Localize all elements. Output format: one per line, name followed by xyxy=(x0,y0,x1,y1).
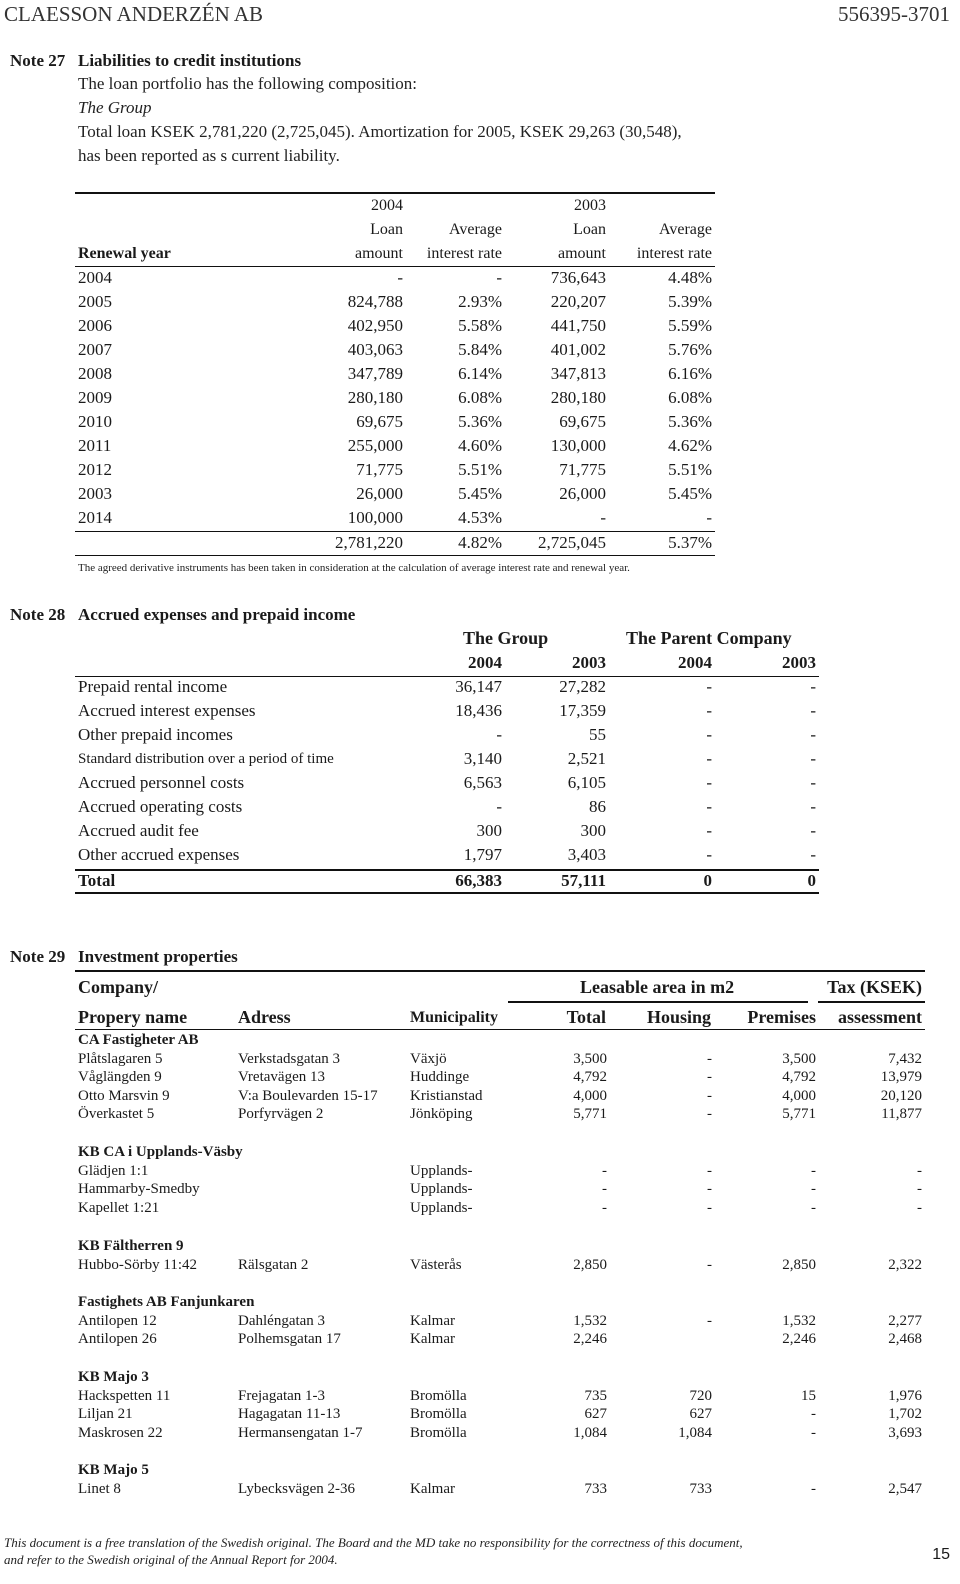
n28-parent-2004: - xyxy=(706,725,712,744)
n27-renewal-year: 2008 xyxy=(78,364,112,383)
n28-year-header: 2003 xyxy=(572,653,606,672)
n29-housing-area: - xyxy=(707,1088,712,1104)
n27-loan-2004: 255,000 xyxy=(347,436,403,455)
n29-property-name: Överkastet 5 xyxy=(78,1106,155,1122)
n29-total-area: 627 xyxy=(584,1406,607,1422)
n28-parent-2003: - xyxy=(810,677,816,696)
n27-loan-2004: 403,063 xyxy=(347,340,403,359)
n29-total-area: - xyxy=(602,1163,607,1179)
n29-total-area: - xyxy=(602,1200,607,1216)
n27-loan-2003: 26,000 xyxy=(559,484,606,503)
n29-address: Polhemsgatan 17 xyxy=(238,1331,341,1347)
n27-rate-2004: 6.14% xyxy=(458,364,502,383)
n28-group-2003: 86 xyxy=(589,797,606,816)
n29-property-header: Propery name xyxy=(78,1007,188,1027)
n29-property-name: Hammarby-Smedby xyxy=(78,1181,200,1197)
n29-tax-assessment: 2,468 xyxy=(888,1331,922,1347)
n27-rate-2003: 5.76% xyxy=(668,340,712,359)
n29-premises-area: 2,850 xyxy=(782,1257,816,1273)
n29-premises-header: Premises xyxy=(747,1007,816,1027)
n29-property-name: Kapellet 1:21 xyxy=(78,1200,160,1216)
n29-address: Verkstadsgatan 3 xyxy=(238,1051,341,1067)
n29-housing-area: - xyxy=(707,1313,712,1329)
n27-year-2003: 2003 xyxy=(574,197,606,214)
n28-total-group-2003: 57,111 xyxy=(561,871,606,890)
n29-total-area: 733 xyxy=(584,1481,607,1497)
n27-loan-2004: 347,789 xyxy=(347,364,403,383)
n29-tax-assessment: 13,979 xyxy=(880,1069,922,1085)
n28-total-group-2004: 66,383 xyxy=(455,871,502,890)
n29-housing-area: - xyxy=(707,1069,712,1085)
n27-rate-2003: - xyxy=(706,508,712,527)
n29-property-name: Hackspetten 11 xyxy=(78,1388,171,1404)
n29-premises-area: - xyxy=(811,1200,816,1216)
n27-loan-2003: 130,000 xyxy=(550,436,606,455)
n27-loan-2004: - xyxy=(397,268,403,287)
n29-leasable-header: Leasable area in m2 xyxy=(580,977,735,997)
n27-rate-2003: 6.08% xyxy=(668,388,712,407)
note27-number: Note 27 xyxy=(10,51,66,70)
n28-row-label: Accrued personnel costs xyxy=(78,773,245,792)
n27-loan-2004: 280,180 xyxy=(347,388,403,407)
n28-group-header: The Group xyxy=(463,628,549,648)
n27-loan-2003: - xyxy=(600,508,606,527)
n29-tax-assessment: 1,976 xyxy=(888,1388,922,1404)
note27-text1: Total loan KSEK 2,781,220 (2,725,045). Amortization for 2005, KSEK 29,263 (30,548), xyxy=(78,122,682,141)
n27-average-2004: Average xyxy=(449,221,502,238)
n27-loan-2003: 441,750 xyxy=(550,316,606,335)
n27-loan-2003: 736,643 xyxy=(550,268,606,287)
n29-assessment-header: assessment xyxy=(838,1007,922,1027)
n28-group-2004: 300 xyxy=(476,821,502,840)
n28-group-2003: 3,403 xyxy=(567,845,606,864)
n29-property-name: Antilopen 12 xyxy=(78,1313,157,1329)
n29-premises-area: 2,246 xyxy=(782,1331,816,1347)
footer-disclaimer-line1: This document is a free translation of the Swedish original. The Board and the MD take no responsibility for the correctness of this document, xyxy=(4,1535,743,1550)
note27-total-rule xyxy=(75,531,715,532)
n29-company-name: KB Majo 5 xyxy=(78,1462,149,1478)
n29-address: Hagagatan 11-13 xyxy=(238,1406,341,1422)
n27-renewal-year: 2009 xyxy=(78,388,112,407)
n27-rate-2003: 5.51% xyxy=(668,460,712,479)
n27-renewal-year: 2010 xyxy=(78,412,112,431)
n27-loan-2004: 69,675 xyxy=(356,412,403,431)
note27-top-rule xyxy=(75,192,715,194)
n28-parent-2004: - xyxy=(706,821,712,840)
note28-number: Note 28 xyxy=(10,605,66,624)
n27-renewal-year: 2007 xyxy=(78,340,112,359)
n27-renewal-year: 2012 xyxy=(78,460,112,479)
n29-total-area: 3,500 xyxy=(573,1051,607,1067)
n29-tax-header: Tax (KSEK) xyxy=(827,977,922,997)
n27-renewal-year: 2005 xyxy=(78,292,112,311)
n29-total-area: 1,532 xyxy=(573,1313,607,1329)
n27-loan-2003: 71,775 xyxy=(559,460,606,479)
n28-row-label: Other prepaid incomes xyxy=(78,725,233,744)
n28-parent-2003: - xyxy=(810,725,816,744)
note28-total-bottom-rule-1 xyxy=(75,892,819,894)
n27-rate-2004: 5.36% xyxy=(458,412,502,431)
n28-row-label: Accrued audit fee xyxy=(78,821,199,840)
note28-title: Accrued expenses and prepaid income xyxy=(78,605,356,624)
note29-title: Investment properties xyxy=(78,947,238,966)
n29-total-header: Total xyxy=(566,1007,606,1027)
n29-premises-area: - xyxy=(811,1181,816,1197)
n29-housing-area: 627 xyxy=(689,1406,712,1422)
n29-address: Frejagatan 1-3 xyxy=(238,1388,326,1404)
n29-tax-assessment: 3,693 xyxy=(888,1425,922,1441)
n27-loan-2004: 402,950 xyxy=(347,316,403,335)
n28-parent-header: The Parent Company xyxy=(626,628,792,648)
n28-row-label: Other accrued expenses xyxy=(78,845,240,864)
n27-rate-2004: - xyxy=(496,268,502,287)
n27-renewal-year: 2004 xyxy=(78,268,112,287)
n29-total-area: - xyxy=(602,1181,607,1197)
n28-total-parent-2004: 0 xyxy=(703,871,712,890)
n29-municipality: Upplands- xyxy=(410,1200,473,1216)
n29-housing-area: - xyxy=(707,1181,712,1197)
n27-loan-2003: 347,813 xyxy=(550,364,606,383)
n29-total-area: 4,000 xyxy=(573,1088,607,1104)
n27-rate-2003: 5.45% xyxy=(668,484,712,503)
n27-renewal-year-header: Renewal year xyxy=(78,245,171,262)
page-number: 15 xyxy=(932,1546,950,1563)
n29-company-name: CA Fastigheter AB xyxy=(78,1032,199,1048)
n29-property-name: Hubbo-Sörby 11:42 xyxy=(78,1257,198,1273)
n29-housing-area: 720 xyxy=(689,1388,712,1404)
n29-municipality: Kalmar xyxy=(410,1331,455,1347)
n29-municipality-header: Municipality xyxy=(410,1009,499,1026)
n28-parent-2003: - xyxy=(810,797,816,816)
n28-total-parent-2003: 0 xyxy=(807,871,816,890)
n29-property-name: Glädjen 1:1 xyxy=(78,1163,149,1179)
n29-tax-assessment: 2,322 xyxy=(888,1257,922,1273)
n28-group-2003: 6,105 xyxy=(567,773,606,792)
n29-municipality: Växjö xyxy=(410,1051,447,1067)
n28-parent-2003: - xyxy=(810,845,816,864)
n29-premises-area: 3,500 xyxy=(782,1051,816,1067)
n29-total-area: 2,246 xyxy=(573,1331,607,1347)
n29-premises-area: - xyxy=(811,1425,816,1441)
n29-company-header: Company/ xyxy=(78,977,159,997)
n27-interest-2003: interest rate xyxy=(636,245,712,262)
org-number: 556395-3701 xyxy=(838,2,950,26)
n29-municipality: Upplands- xyxy=(410,1181,473,1197)
n29-company-name: KB Majo 3 xyxy=(78,1369,149,1385)
n28-group-2003: 17,359 xyxy=(559,701,606,720)
n27-loan-2003: 401,002 xyxy=(550,340,606,359)
note27-bottom-rule xyxy=(75,555,715,556)
n29-municipality: Jönköping xyxy=(410,1106,473,1122)
n29-municipality: Upplands- xyxy=(410,1163,473,1179)
n29-property-name: Linet 8 xyxy=(78,1481,121,1497)
n29-premises-area: 1,532 xyxy=(782,1313,816,1329)
n27-rate-2003: 5.36% xyxy=(668,412,712,431)
n29-housing-area: - xyxy=(707,1163,712,1179)
n27-loan-2004: 824,788 xyxy=(347,292,403,311)
n29-property-name: Antilopen 26 xyxy=(78,1331,157,1347)
n27-rate-2004: 5.45% xyxy=(458,484,502,503)
company-name: CLAESSON ANDERZÉN AB xyxy=(4,2,264,26)
n27-average-2003: Average xyxy=(659,221,712,238)
n27-rate-2003: 5.39% xyxy=(668,292,712,311)
n29-address: Dahléngatan 3 xyxy=(238,1313,326,1329)
n28-group-2004: 3,140 xyxy=(463,749,502,768)
n29-housing-area: - xyxy=(707,1200,712,1216)
n27-rate-2003: 6.16% xyxy=(668,364,712,383)
n28-parent-2003: - xyxy=(810,749,816,768)
n28-parent-2004: - xyxy=(706,845,712,864)
note27-header-rule xyxy=(75,266,715,267)
n29-municipality: Kristianstad xyxy=(410,1088,483,1104)
n28-group-2004: 18,436 xyxy=(455,701,502,720)
n29-total-area: 2,850 xyxy=(573,1257,607,1273)
n29-address: Vretavägen 13 xyxy=(238,1069,325,1085)
n27-total-loan-2004: 2,781,220 xyxy=(335,533,403,552)
n29-address: Lybecksvägen 2-36 xyxy=(238,1481,356,1497)
n28-group-2003: 27,282 xyxy=(559,677,606,696)
n29-premises-area: - xyxy=(811,1406,816,1422)
n29-municipality: Bromölla xyxy=(410,1388,467,1404)
n29-municipality: Kalmar xyxy=(410,1313,455,1329)
n29-premises-area: 4,000 xyxy=(782,1088,816,1104)
footer-disclaimer-line2: and refer to the Swedish original of the Annual Report for 2004. xyxy=(4,1552,338,1567)
n27-rate-2003: 4.62% xyxy=(668,436,712,455)
n29-housing-area: - xyxy=(707,1051,712,1067)
n29-company-name: KB CA i Upplands-Väsby xyxy=(78,1144,243,1160)
n28-group-2003: 2,521 xyxy=(567,749,606,768)
n29-premises-area: 5,771 xyxy=(782,1106,816,1122)
note29-header-rule xyxy=(75,1029,925,1030)
n29-address-header: Adress xyxy=(238,1007,291,1027)
n27-total-rate-2003: 5.37% xyxy=(668,533,712,552)
n29-tax-assessment: - xyxy=(917,1181,922,1197)
n27-interest-2004: interest rate xyxy=(426,245,502,262)
n29-tax-assessment: 11,877 xyxy=(881,1106,922,1122)
n27-total-rate-2004: 4.82% xyxy=(458,533,502,552)
n28-parent-2004: - xyxy=(706,797,712,816)
note27-title: Liabilities to credit institutions xyxy=(78,51,302,70)
note27-text2: has been reported as s current liability. xyxy=(78,146,340,165)
n29-tax-assessment: 20,120 xyxy=(880,1088,922,1104)
n27-renewal-year: 2011 xyxy=(78,436,112,455)
n28-group-2004: 6,563 xyxy=(463,773,502,792)
n29-address: Hermansengatan 1-7 xyxy=(238,1425,363,1441)
n27-loan-2003: 220,207 xyxy=(550,292,606,311)
n29-tax-assessment: 2,547 xyxy=(888,1481,922,1497)
n27-renewal-year: 2006 xyxy=(78,316,112,335)
n29-property-name: Våglängden 9 xyxy=(78,1069,162,1085)
n27-amount-2004: amount xyxy=(355,245,403,262)
n29-municipality: Huddinge xyxy=(410,1069,470,1085)
n27-amount-2003: amount xyxy=(558,245,606,262)
n29-property-name: Liljan 21 xyxy=(78,1406,133,1422)
n28-row-label: Accrued operating costs xyxy=(78,797,243,816)
n29-company-name: Fastighets AB Fanjunkaren xyxy=(78,1294,255,1310)
n28-parent-2004: - xyxy=(706,749,712,768)
n27-loan-2003: 280,180 xyxy=(550,388,606,407)
n29-address: V:a Boulevarden 15-17 xyxy=(238,1088,378,1104)
n29-housing-header: Housing xyxy=(646,1007,711,1027)
n29-tax-assessment: - xyxy=(917,1163,922,1179)
note29-top-rule xyxy=(75,970,925,972)
n27-rate-2004: 5.51% xyxy=(458,460,502,479)
n29-premises-area: 4,792 xyxy=(782,1069,816,1085)
n29-tax-assessment: - xyxy=(917,1200,922,1216)
n28-group-2003: 300 xyxy=(580,821,606,840)
n28-row-label: Accrued interest expenses xyxy=(78,701,256,720)
n27-renewal-year: 2003 xyxy=(78,484,112,503)
n28-group-2003: 55 xyxy=(589,725,606,744)
n29-municipality: Bromölla xyxy=(410,1406,467,1422)
n28-group-2004: 36,147 xyxy=(455,677,502,696)
n27-renewal-year: 2014 xyxy=(78,508,112,527)
n29-address: Rälsgatan 2 xyxy=(238,1257,309,1273)
n27-rate-2004: 5.84% xyxy=(458,340,502,359)
n27-rate-2004: 2.93% xyxy=(458,292,502,311)
n28-group-2004: - xyxy=(496,725,502,744)
n27-loan-2003: 69,675 xyxy=(559,412,606,431)
n29-housing-area: 1,084 xyxy=(678,1425,712,1441)
note27-footnote: The agreed derivative instruments has been taken in consideration at the calculation of average interest rate and renewal year. xyxy=(78,562,630,574)
note27-group-label: The Group xyxy=(78,98,152,117)
n29-total-area: 5,771 xyxy=(573,1106,607,1122)
n27-total-loan-2003: 2,725,045 xyxy=(538,533,606,552)
n29-total-area: 1,084 xyxy=(573,1425,607,1441)
n29-total-area: 735 xyxy=(584,1388,607,1404)
n27-loan-2004: Loan xyxy=(370,221,403,238)
n27-rate-2004: 4.60% xyxy=(458,436,502,455)
n29-housing-area: - xyxy=(707,1106,712,1122)
n28-year-header: 2004 xyxy=(678,653,712,672)
n28-row-label: Standard distribution over a period of time xyxy=(78,751,334,767)
n27-rate-2004: 5.58% xyxy=(458,316,502,335)
n29-municipality: Västerås xyxy=(410,1257,462,1273)
n27-year-2004: 2004 xyxy=(371,197,403,214)
n28-parent-2003: - xyxy=(810,701,816,720)
n28-group-2004: 1,797 xyxy=(463,845,502,864)
n27-loan-2004: 26,000 xyxy=(356,484,403,503)
n28-parent-2004: - xyxy=(706,701,712,720)
n29-housing-area: - xyxy=(707,1257,712,1273)
n29-leasable-rule xyxy=(508,1001,808,1003)
n29-municipality: Kalmar xyxy=(410,1481,455,1497)
n27-loan-2004: 100,000 xyxy=(347,508,403,527)
n28-group-2004: - xyxy=(496,797,502,816)
n28-parent-2004: - xyxy=(706,677,712,696)
n29-property-name: Maskrosen 22 xyxy=(78,1425,163,1441)
n29-tax-assessment: 7,432 xyxy=(888,1051,922,1067)
n29-tax-rule xyxy=(818,1001,925,1003)
n29-housing-area: 733 xyxy=(689,1481,712,1497)
n28-row-label: Prepaid rental income xyxy=(78,677,228,696)
n29-property-name: Plåtslagaren 5 xyxy=(78,1051,163,1067)
n27-rate-2003: 5.59% xyxy=(668,316,712,335)
note29-number: Note 29 xyxy=(10,947,66,966)
note27-intro: The loan portfolio has the following composition: xyxy=(78,74,418,93)
n28-year-header: 2003 xyxy=(782,653,816,672)
n27-rate-2004: 4.53% xyxy=(458,508,502,527)
n27-loan-2003: Loan xyxy=(573,221,606,238)
n29-property-name: Otto Marsvin 9 xyxy=(78,1088,170,1104)
n29-company-name: KB Fältherren 9 xyxy=(78,1238,184,1254)
n29-premises-area: - xyxy=(811,1481,816,1497)
n27-rate-2004: 6.08% xyxy=(458,388,502,407)
n28-year-header: 2004 xyxy=(468,653,502,672)
n29-address: Porfyrvägen 2 xyxy=(238,1106,324,1122)
n28-parent-2003: - xyxy=(810,773,816,792)
n29-premises-area: 15 xyxy=(801,1388,816,1404)
n29-premises-area: - xyxy=(811,1163,816,1179)
n29-municipality: Bromölla xyxy=(410,1425,467,1441)
n27-rate-2003: 4.48% xyxy=(668,268,712,287)
n27-loan-2004: 71,775 xyxy=(356,460,403,479)
n28-total-label: Total xyxy=(78,871,116,890)
n28-parent-2003: - xyxy=(810,821,816,840)
n28-parent-2004: - xyxy=(706,773,712,792)
n29-total-area: 4,792 xyxy=(573,1069,607,1085)
n29-tax-assessment: 2,277 xyxy=(888,1313,922,1329)
n29-tax-assessment: 1,702 xyxy=(888,1406,922,1422)
